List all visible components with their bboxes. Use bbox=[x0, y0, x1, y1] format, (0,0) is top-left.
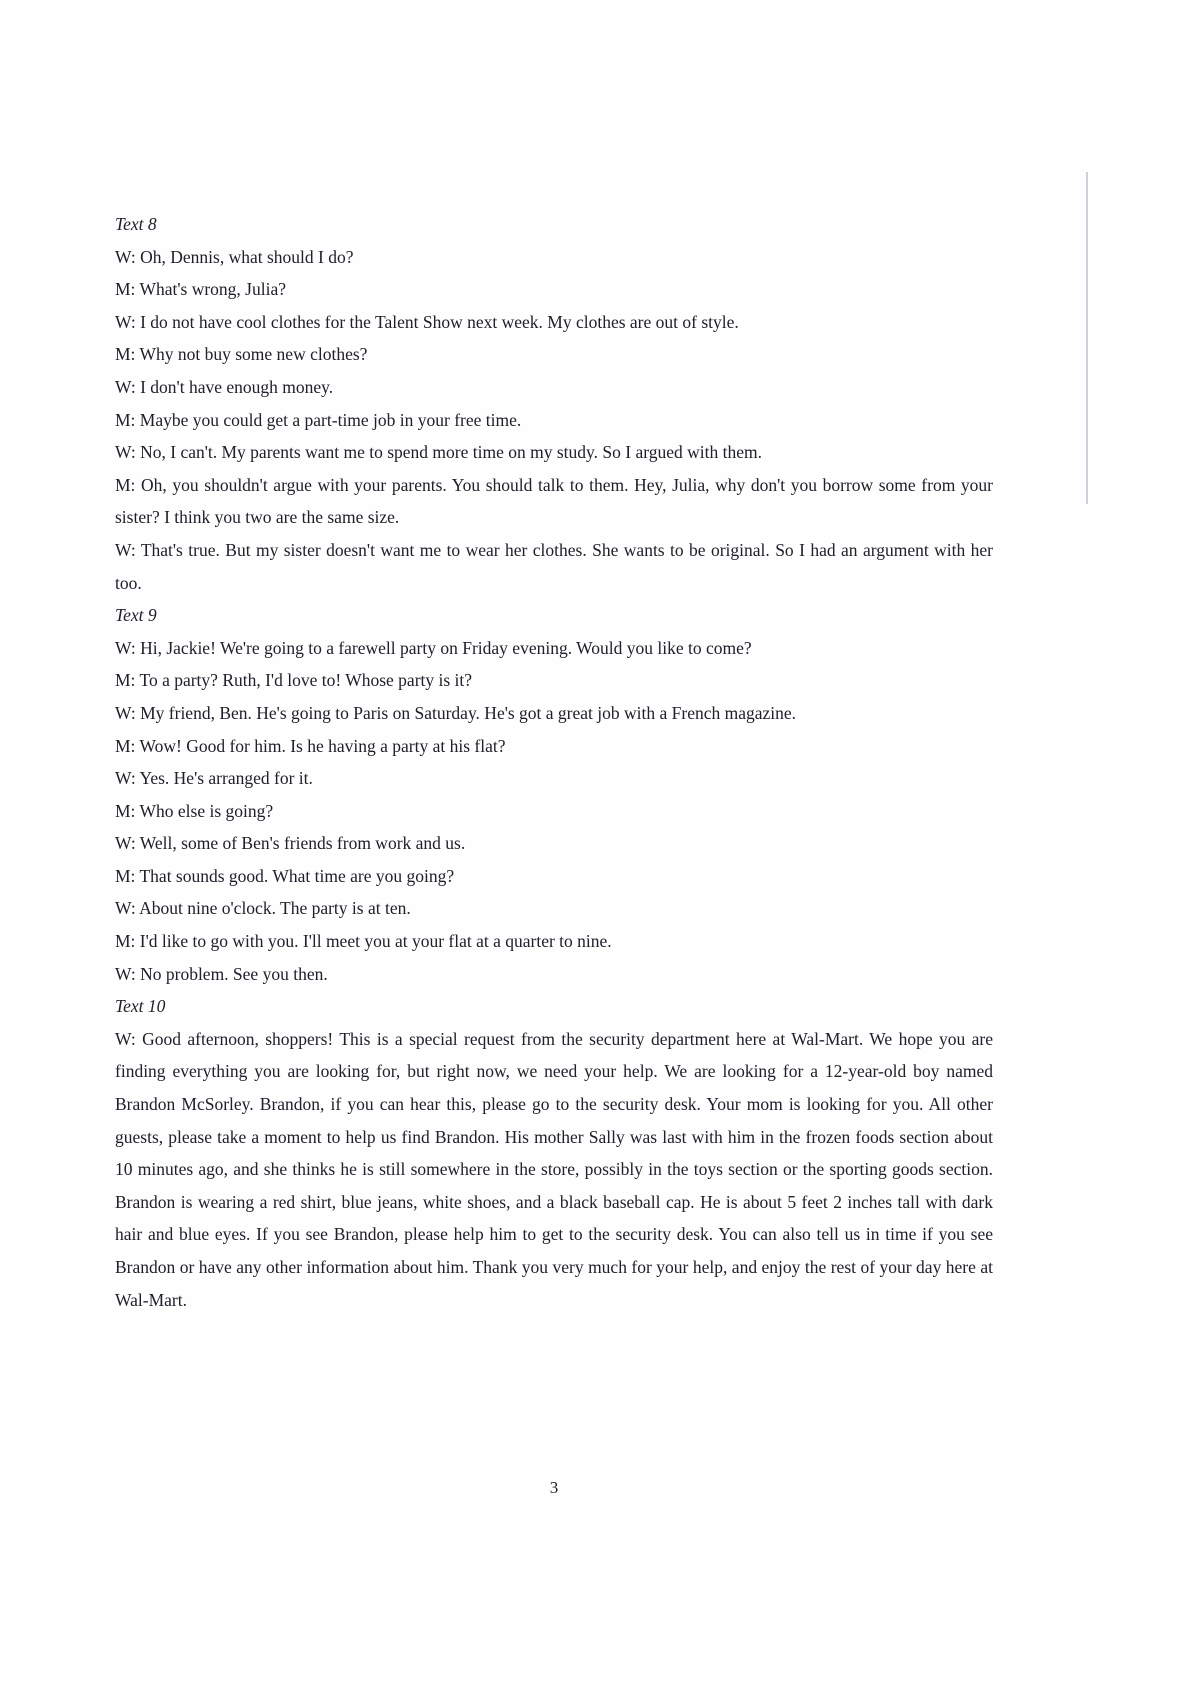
dialogue-line: M: Who else is going? bbox=[115, 800, 274, 821]
dialogue-line: W: No problem. See you then. bbox=[115, 963, 328, 984]
dialogue-line: W: I don't have enough money. bbox=[115, 376, 334, 397]
dialogue-line: W: I do not have cool clothes for the Talent Show next week. My clothes are out of style. bbox=[115, 311, 739, 332]
dialogue-line: M: What's wrong, Julia? bbox=[115, 279, 287, 300]
dialogue-line: W: My friend, Ben. He's going to Paris on Saturday. He's got a great job with a French magazine. bbox=[115, 702, 797, 723]
dialogue-line: W: Good afternoon, shoppers! This is a special request from the security department here at Wal-Mart. We hope you are finding everything you are looking for, but right now, we need your help. We are looking for a 12-year-old boy named Brandon McSorley. Brandon, if you can hear this, please go to the security desk. Your mom is looking for you. All other guests, please take a moment to help us find Brandon. His mother Sally was last with him in the frozen foods section about 10 minutes ago, and she thinks he is still somewhere in the store, possibly in the toys section or the sporting goods section. Brandon is wearing a red shirt, blue jeans, white shoes, and a black baseball cap. He is about 5 feet 2 inches tall with dark hair and blue eyes. If you see Brandon, please help him to get to the security desk. You can also tell us in time if you see Brandon or have any other information about him. Thank you very much for your help, and enjoy the rest of your day here at Wal-Mart. bbox=[115, 1028, 993, 1310]
dialogue-line: M: Wow! Good for him. Is he having a party at his flat? bbox=[115, 735, 506, 756]
dialogue-line: W: Well, some of Ben's friends from work and us. bbox=[115, 833, 466, 854]
dialogue-line: W: No, I can't. My parents want me to spend more time on my study. So I argued with them. bbox=[115, 442, 762, 463]
dialogue-line: W: About nine o'clock. The party is at ten. bbox=[115, 898, 411, 919]
dialogue-line: M: Oh, you shouldn't argue with your parents. You should talk to them. Hey, Julia, why don't you borrow some from your sister? I think you two are the same size. bbox=[115, 474, 993, 528]
dialogue-line: W: Oh, Dennis, what should I do? bbox=[115, 246, 354, 267]
section-heading: Text 9 bbox=[115, 605, 157, 626]
transcript bbox=[115, 208, 993, 1316]
page-number: 3 bbox=[549, 1478, 559, 1497]
dialogue-line: W: Yes. He's arranged for it. bbox=[115, 768, 313, 789]
section-heading: Text 10 bbox=[115, 996, 166, 1017]
dialogue-line: M: I'd like to go with you. I'll meet you at your flat at a quarter to nine. bbox=[115, 931, 612, 952]
section-heading: Text 8 bbox=[115, 214, 157, 234]
dialogue-line: M: Why not buy some new clothes? bbox=[115, 344, 368, 365]
dialogue-line: M: To a party? Ruth, I'd love to! Whose party is it? bbox=[115, 670, 473, 691]
dialogue-line: M: Maybe you could get a part-time job in your free time. bbox=[115, 409, 522, 430]
dialogue-line: W: Hi, Jackie! We're going to a farewell party on Friday evening. Would you like to come? bbox=[115, 637, 752, 658]
dialogue-line: W: That's true. But my sister doesn't want me to wear her clothes. She wants to be original. So I had an argument with her too. bbox=[115, 539, 993, 593]
dialogue-line: M: That sounds good. What time are you going? bbox=[115, 865, 455, 886]
scan-artifact-line bbox=[1086, 172, 1088, 504]
